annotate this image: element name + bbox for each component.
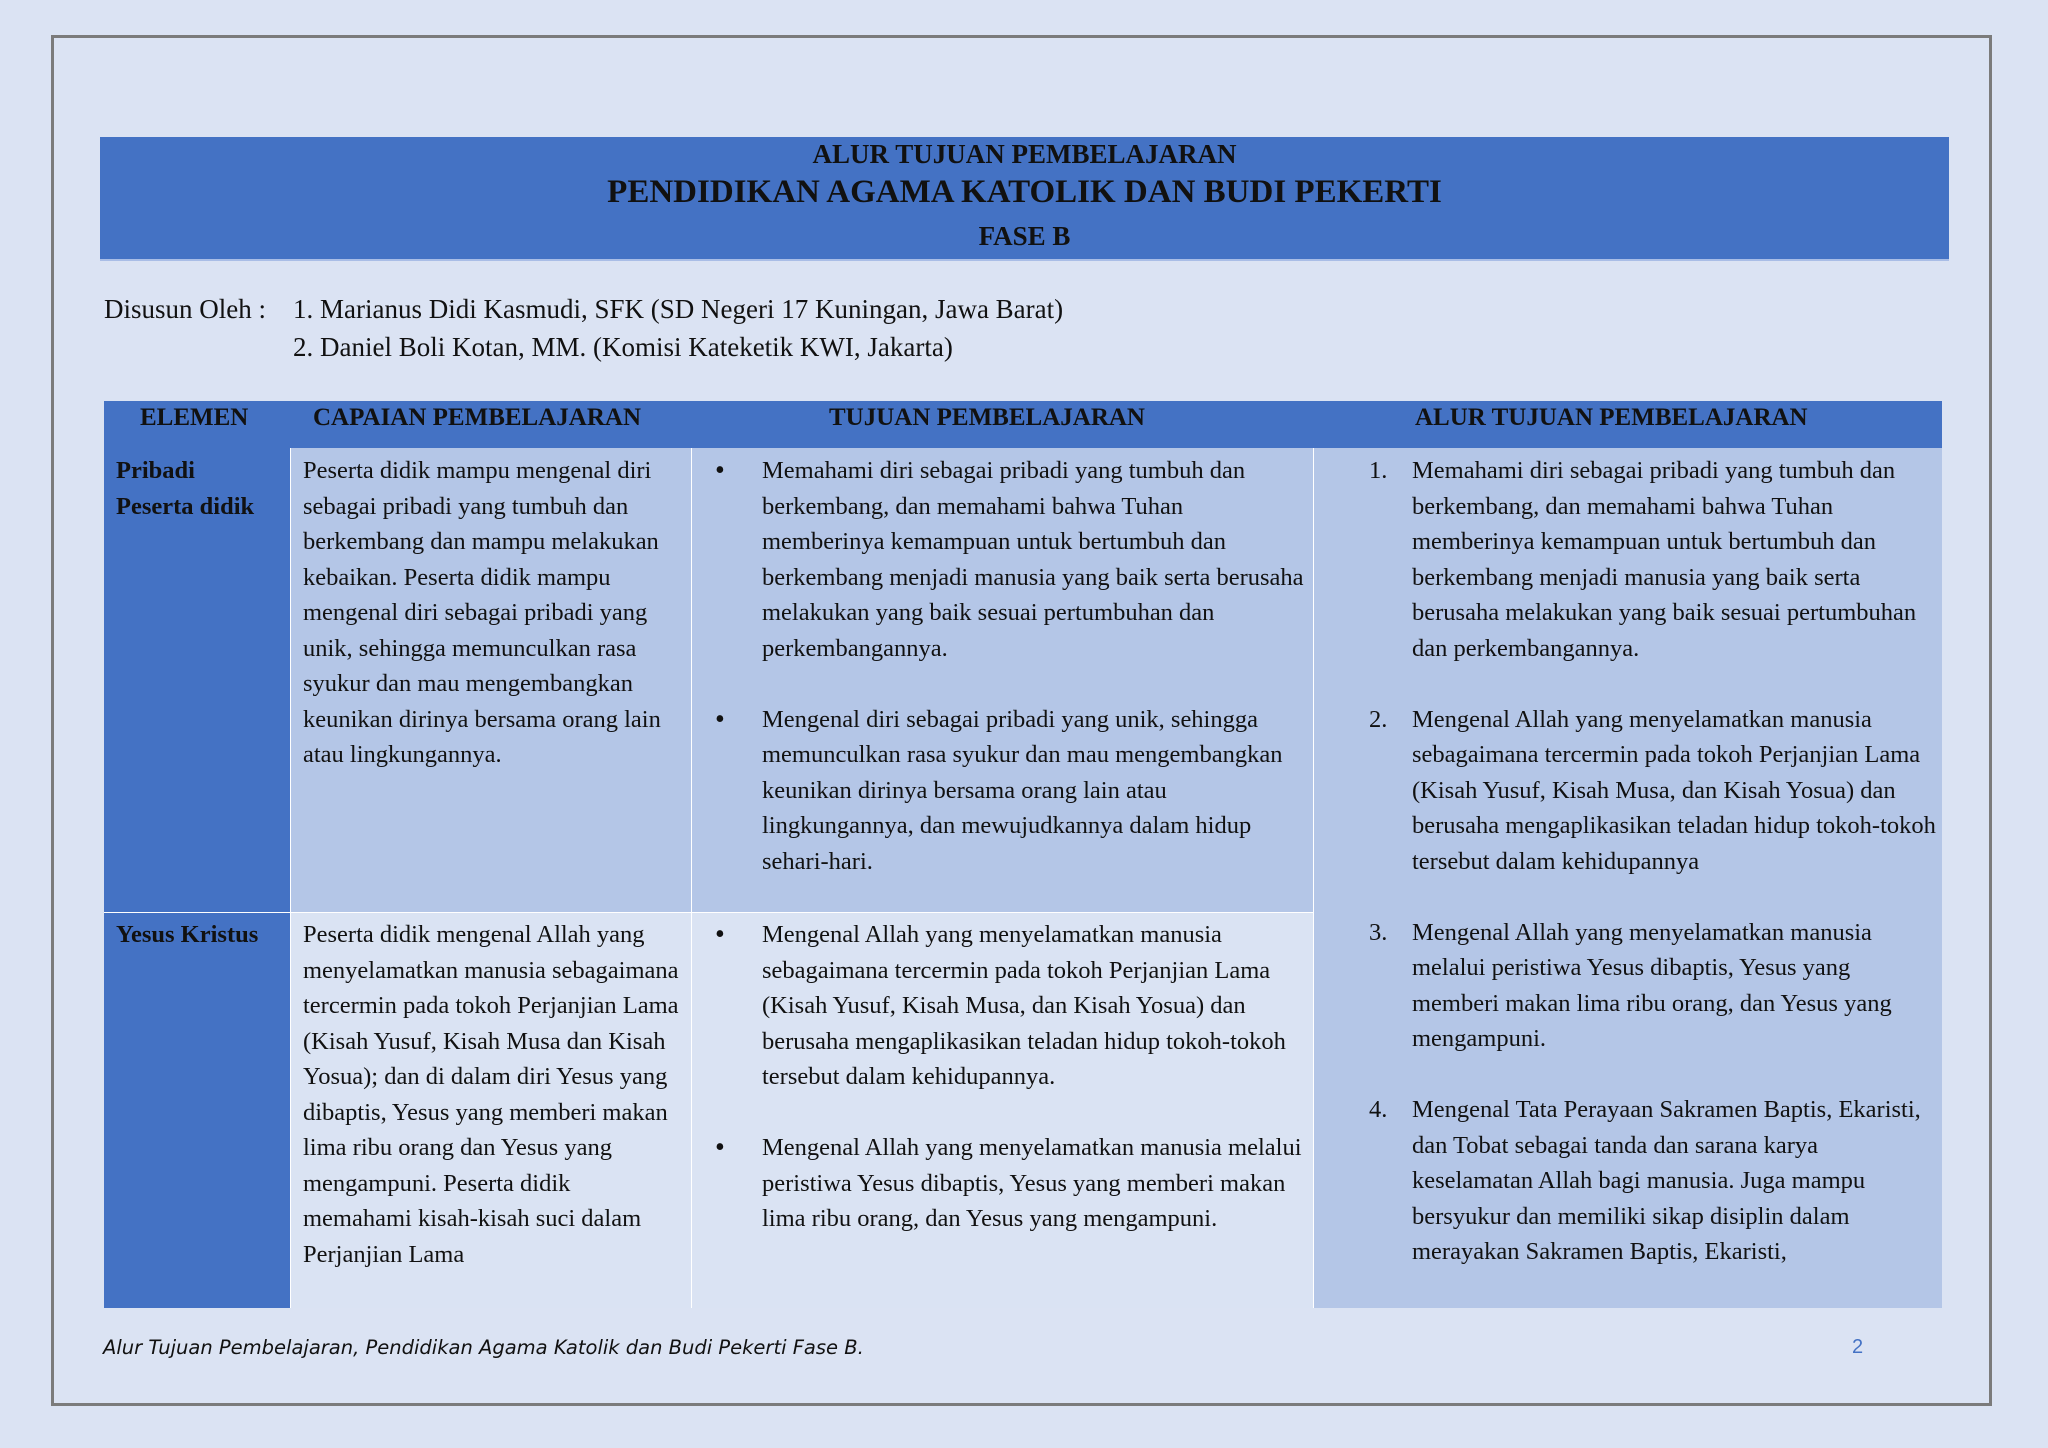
list-item: • Mengenal diri sebagai pribadi yang unik, sehingga memunculkan rasa syukur dan mau mengembangkan keunikan dirinya bersama orang lain atau lingkungannya, dan mewujudkannya dalam hidup sehari-hari. <box>691 702 1313 880</box>
elemen-label: Yesus Kristus <box>116 921 259 948</box>
capaian-cell <box>290 448 691 912</box>
header-title-line2: PENDIDIKAN AGAMA KATOLIK DAN BUDI PEKERTI <box>607 174 1442 210</box>
table-header-row <box>104 401 1942 448</box>
column-header-elemen: ELEMEN <box>140 404 249 431</box>
page-number: 2 <box>1852 1336 1864 1358</box>
authors-label: Disusun Oleh : <box>104 294 266 324</box>
list-item: • Memahami diri sebagai pribadi yang tumbuh dan berkembang, dan memahami bahwa Tuhan memberinya kemampuan untuk bertumbuh dan berkembang menjadi manusia yang baik serta berusaha melakukan yang baik sesuai pertumbuhan dan perkembangannya. <box>691 453 1313 666</box>
column-header-capaian: CAPAIAN PEMBELAJARAN <box>313 404 642 431</box>
author-item: 2. Daniel Boli Kotan, MM. (Komisi Kateketik KWI, Jakarta) <box>293 332 953 362</box>
list-text: Mengenal Tata Perayaan Sakramen Baptis, Ekaristi, dan Tobat sebagai tanda dan sarana karya keselamatan Allah bagi manusia. Juga mampu bersyukur dan memiliki sikap disiplin dalam merayakan Sakramen Baptis, Ekaristi, <box>1412 1096 1921 1265</box>
tujuan-list <box>691 453 1313 879</box>
list-number: 3. <box>1369 918 1388 946</box>
list-number: 4. <box>1369 1096 1388 1123</box>
list-item: • Mengenal Allah yang menyelamatkan manusia melalui peristiwa Yesus dibaptis, Yesus yang memberi makan lima ribu orang, dan Yesus yang mengampuni. <box>691 1130 1313 1237</box>
list-text: Mengenal Allah yang menyelamatkan manusia sebagaimana tercermin pada tokoh Perjanjian Lama (Kisah Yusuf, Kisah Musa, dan Kisah Yosua) dan berusaha mengaplikasikan teladan hidup tokoh-tokoh tersebut dalam kehidupannya <box>1412 705 1936 875</box>
list-number: 1. <box>1369 457 1388 484</box>
elemen-cell-pribadi <box>104 448 290 912</box>
header-title-line1: ALUR TUJUAN PEMBELAJARAN <box>812 139 1237 169</box>
list-item <box>1313 1092 1942 1270</box>
list-text: Mengenal Allah yang menyelamatkan manusia melalui peristiwa Yesus dibaptis, Yesus yang memberi makan lima ribu orang, dan Yesus yang mengampuni. <box>1412 918 1892 1052</box>
capaian-text: Peserta didik mampu mengenal diri sebagai pribadi yang tumbuh dan berkembang dan mampu melakukan kebaikan. Peserta didik mampu mengenal diri sebagai pribadi yang unik, sehingga memunculkan rasa syukur dan mau mengembangkan keunikan dirinya bersama orang lain atau lingkungannya. <box>303 457 661 768</box>
elemen-cell-yesus-kristus <box>104 912 290 1308</box>
alur-cell <box>1313 448 1942 1308</box>
column-header-tujuan: TUJUAN PEMBELAJARAN <box>829 404 1145 431</box>
elemen-label: Pribadi <box>116 457 195 484</box>
tujuan-cell <box>691 912 1313 1308</box>
tujuan-cell <box>691 448 1313 912</box>
author-item: 1. Marianus Didi Kasmudi, SFK (SD Negeri 17 Kuningan, Jawa Barat) <box>293 294 1064 324</box>
header-phase: FASE B <box>978 221 1071 251</box>
table-divider <box>1313 448 1314 1308</box>
capaian-text: Peserta didik mengenal Allah yang menyelamatkan manusia sebagaimana tercermin pada tokoh Perjanjian Lama (Kisah Yusuf, Kisah Musa dan Kisah Yosua); dan di dalam diri Yesus yang dibaptis, Yesus yang memberi makan lima ribu orang dan Yesus yang mengampuni. Peserta didik memahami kisah-kisah suci dalam Perjanjian Lama <box>303 921 679 1268</box>
table-divider <box>290 448 291 1308</box>
document-header <box>100 137 1949 261</box>
list-item <box>1313 915 1942 1057</box>
footer-text: Alur Tujuan Pembelajaran, Pendidikan Agama Katolik dan Budi Pekerti Fase B. <box>103 1336 864 1359</box>
list-number: 2. <box>1369 705 1388 733</box>
alur-list <box>1313 453 1942 1270</box>
elemen-label: Peserta didik <box>116 492 255 520</box>
list-text: Memahami diri sebagai pribadi yang tumbuh dan berkembang, dan memahami bahwa Tuhan memberinya kemampuan untuk bertumbuh dan berkembang menjadi manusia yang baik serta berusaha melakukan yang baik sesuai pertumbuhan dan perkembangannya. <box>1412 457 1917 662</box>
tujuan-list <box>691 917 1313 1237</box>
table-divider <box>104 912 1313 913</box>
list-item <box>1313 453 1942 666</box>
column-header-alur: ALUR TUJUAN PEMBELAJARAN <box>1415 404 1808 431</box>
capaian-cell <box>290 912 691 1308</box>
table-divider <box>691 448 692 1308</box>
list-item <box>1313 702 1942 880</box>
learning-objectives-table <box>104 401 1942 1308</box>
list-item: • Mengenal Allah yang menyelamatkan manusia sebagaimana tercermin pada tokoh Perjanjian Lama (Kisah Yusuf, Kisah Musa, dan Kisah Yosua) dan berusaha mengaplikasikan teladan hidup tokoh-tokoh tersebut dalam kehidupannya. <box>691 917 1313 1095</box>
